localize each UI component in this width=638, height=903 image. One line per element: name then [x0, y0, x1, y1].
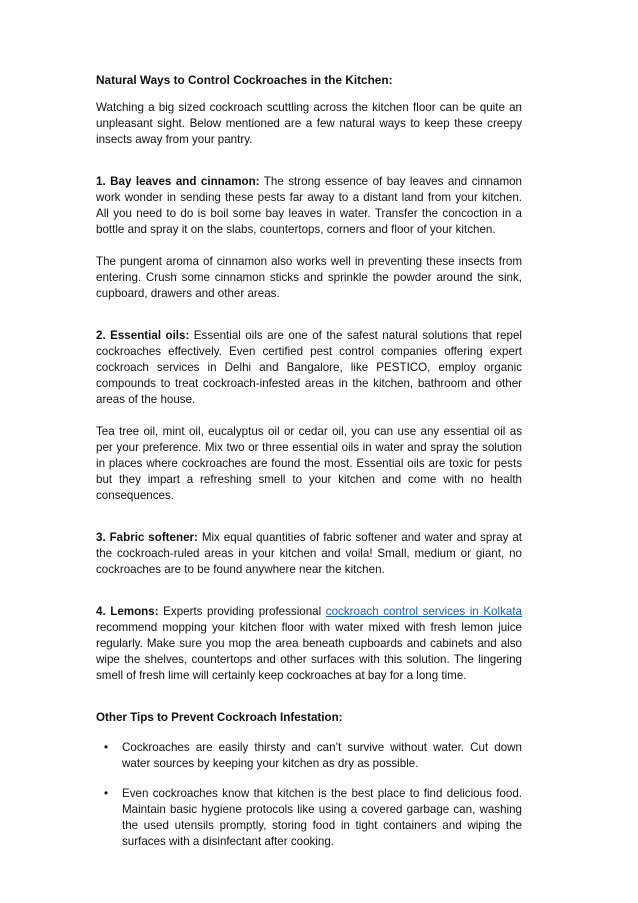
bullet-icon: • — [104, 741, 109, 754]
spacer — [96, 238, 522, 254]
intro-paragraph: Watching a big sized cockroach scuttling across the kitchen floor can be quite an unpleasant sight. Below mentioned are a few natural ways to keep these creepy insects away from your pantry. — [96, 101, 522, 146]
list-item — [96, 786, 522, 850]
tips-heading: Other Tips to Prevent Cockroach Infestation: — [96, 711, 343, 724]
spacer — [96, 504, 522, 530]
section-heading: 2. Essential oils: — [96, 329, 190, 342]
spacer — [96, 302, 522, 328]
spacer — [96, 578, 522, 604]
list-item-text: Cockroaches are easily thirsty and can’t survive without water. Cut down water sources by keeping your kitchen as dry as possible. — [122, 741, 522, 770]
section-heading: 3. Fabric softener: — [96, 531, 198, 544]
section-essential-oils-extra: Tea tree oil, mint oil, eucalyptus oil or cedar oil, you can use any essential oil as per your preference. Mix two or three essential oils in water and spray the solution in places where cockroaches are found the most. Essential oils are toxic for pests but they impart a refreshing smell to your kitchen and come with no health consequences. — [96, 425, 522, 502]
list-item — [96, 740, 522, 772]
section-text: Essential oils are one of the safest natural solutions that repel cockroaches effectively. Even certified pest control companies offering expert cockroach services in Delhi and Bangalore, like PESTICO, employ organic compounds to treat cockroach-infested areas in the kitchen, bathroom and other areas of the house. — [96, 329, 523, 406]
section-lemons — [96, 604, 522, 684]
spacer — [96, 408, 522, 424]
tips-list — [96, 740, 522, 850]
bullet-icon: • — [104, 787, 109, 800]
section-essential-oils — [96, 328, 522, 408]
section-fabric-softener — [96, 530, 522, 578]
spacer — [96, 684, 522, 710]
section-bay-leaves-extra: The pungent aroma of cinnamon also works well in preventing these insects from entering. Crush some cinnamon sticks and sprinkle the powder around the sink, cupboard, drawers and other areas. — [96, 255, 522, 300]
section-text: recommend mopping your kitchen floor with water mixed with fresh lemon juice regularly. Make sure you mop the area beneath cupboards and cabinets and also wipe the shelves, countertops and other surfaces with this solution. The lingering smell of fresh lime will certainly keep cockroaches at bay for a long time. — [96, 621, 522, 682]
section-text: Experts providing professional — [158, 605, 326, 618]
document-page — [96, 72, 522, 864]
section-text: Mix equal quantities of fabric softener and water and spray at the cockroach-ruled areas in your kitchen and voila! Small, medium or giant, no cockroaches are to be found anywhere near the kitchen. — [96, 531, 522, 576]
kolkata-services-link[interactable]: cockroach control services in Kolkata — [325, 605, 522, 618]
section-heading: 4. Lemons: — [96, 605, 159, 618]
list-item-text: Even cockroaches know that kitchen is the best place to find delicious food. Maintain basic hygiene protocols like using a covered garbage can, washing the used utensils promptly, storing food in tight containers and wiping the surfaces with a disinfectant after cooking. — [122, 787, 522, 848]
section-text: The strong essence of bay leaves and cinnamon work wonder in sending these pests far away to a distant land from your kitchen. All you need to do is boil some bay leaves in water. Transfer the concoction in a bottle and spray it on the slabs, countertops, corners and floor of your kitchen. — [96, 175, 522, 236]
section-bay-leaves — [96, 174, 522, 238]
section-heading: 1. Bay leaves and cinnamon: — [96, 175, 260, 188]
spacer — [96, 148, 522, 174]
document-title: Natural Ways to Control Cockroaches in the Kitchen: — [96, 73, 393, 87]
